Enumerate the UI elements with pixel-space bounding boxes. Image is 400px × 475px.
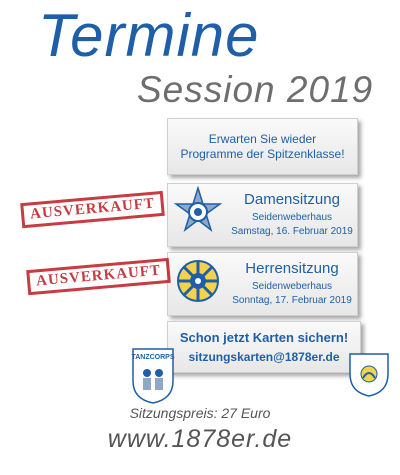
tickets-email-link[interactable]: sitzungskarten@1878er.de — [188, 350, 340, 364]
page-title: Termine — [38, 2, 260, 69]
event-date: Samstag, 16. Februar 2019 — [231, 226, 353, 237]
event-date: Sonntag, 17. Februar 2019 — [232, 295, 352, 306]
damensitzung-emblem-icon — [172, 186, 224, 238]
event-venue: Seidenweberhaus — [251, 281, 333, 292]
promo-line-2: Programme der Spitzenklasse! — [180, 147, 345, 161]
promo-line-1: Erwarten Sie wieder — [208, 132, 317, 146]
tickets-card[interactable] — [167, 321, 361, 373]
event-name: Herrensitzung — [245, 260, 339, 277]
tanzcorps-logo-icon — [130, 345, 176, 405]
page-subtitle: Session 2019 — [137, 69, 374, 110]
price-text: Sitzungspreis: 27 Euro — [129, 405, 271, 421]
event-venue: Seidenweberhaus — [251, 212, 333, 223]
promo-card — [167, 118, 358, 175]
event-name: Damensitzung — [244, 191, 340, 208]
tickets-headline: Schon jetzt Karten sichern! — [179, 330, 349, 345]
sold-out-stamp: AUSVERKAUFT — [26, 258, 171, 295]
shield-logo-icon — [348, 350, 390, 398]
herrensitzung-emblem-icon — [173, 256, 223, 306]
sold-out-stamp: AUSVERKAUFT — [20, 191, 165, 228]
website-link[interactable]: www.1878er.de — [107, 425, 293, 453]
tanzcorps-logo-text: TANZCORPS — [131, 354, 175, 361]
